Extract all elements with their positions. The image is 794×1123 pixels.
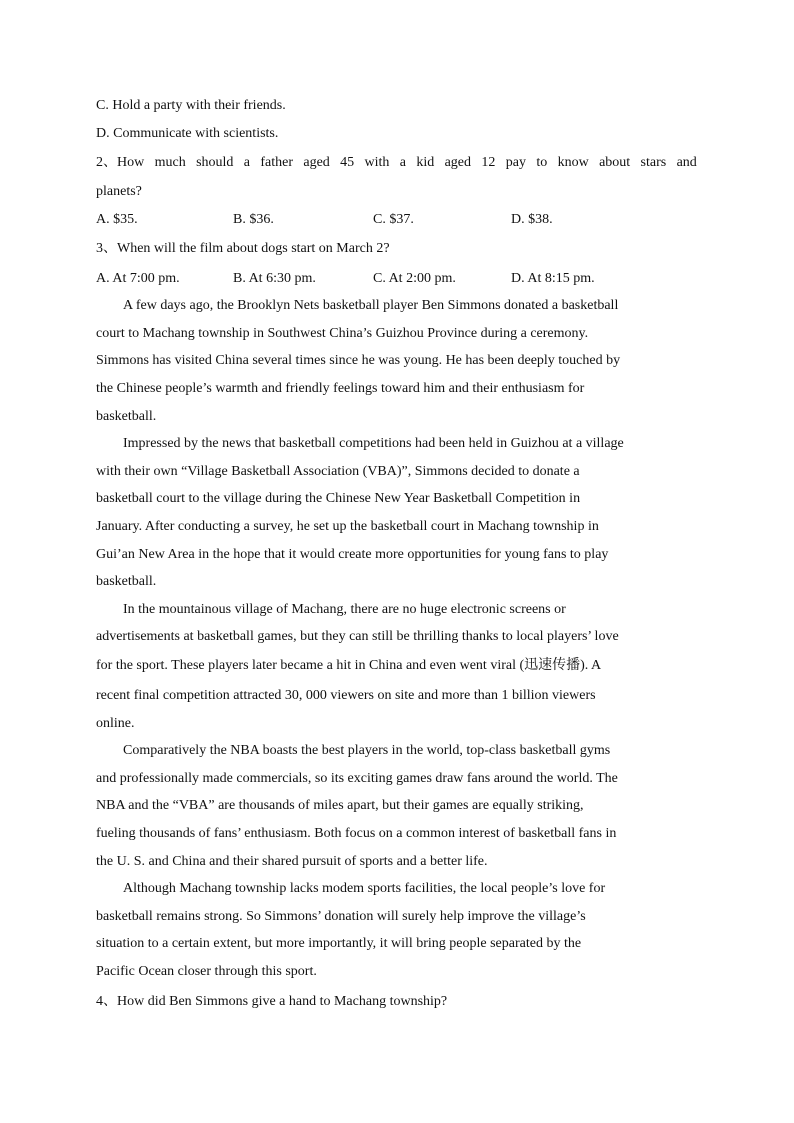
- q1-option-c: C. Hold a party with their friends.: [96, 98, 286, 113]
- passage-line: online.: [96, 716, 135, 731]
- q2-word: 45: [340, 155, 355, 170]
- passage-line: and professionally made commercials, so its exciting games draw fans around the world. The: [96, 771, 618, 786]
- q2-word: 12: [481, 155, 496, 170]
- q2-word: aged: [444, 155, 472, 170]
- passage-line: basketball.: [96, 574, 157, 589]
- q3-option-a: A. At 7:00 pm.: [96, 271, 180, 286]
- q2-word: stars: [640, 155, 667, 170]
- q2-word: and: [676, 155, 697, 170]
- q2-word: a: [243, 155, 250, 170]
- passage-line: with their own “Village Basketball Association (VBA)”, Simmons decided to donate a: [96, 464, 580, 479]
- passage-line: A few days ago, the Brooklyn Nets basketball player Ben Simmons donated a basketball: [123, 298, 619, 313]
- q2-question: [96, 154, 697, 172]
- passage-line: NBA and the “VBA” are thousands of miles apart, but their games are equally striking,: [96, 798, 584, 813]
- q2-word: father: [260, 155, 293, 170]
- passage-line: recent final competition attracted 30, 000 viewers on site and more than 1 billion viewers: [96, 688, 596, 703]
- q2-option-c: C. $37.: [373, 212, 414, 227]
- q2-word: should: [196, 155, 234, 170]
- q3-option-b: B. At 6:30 pm.: [233, 271, 316, 286]
- passage-line: the U. S. and China and their shared pursuit of sports and a better life.: [96, 854, 488, 869]
- passage-line: Although Machang township lacks modem sports facilities, the local people’s love for: [123, 881, 606, 896]
- passage-line: Impressed by the news that basketball competitions had been held in Guizhou at a village: [123, 436, 624, 451]
- q2-word: aged: [303, 155, 330, 170]
- q3-option-d: D. At 8:15 pm.: [511, 271, 595, 286]
- passage-line: advertisements at basketball games, but they can still be thrilling thanks to local players’ love: [96, 629, 619, 644]
- passage-line: for the sport. These players later became a hit in China and even went viral (迅速传播). A: [96, 658, 602, 673]
- q2-word: about: [599, 155, 631, 170]
- q2-option-b: B. $36.: [233, 212, 274, 227]
- passage-line: Gui’an New Area in the hope that it would create more opportunities for young fans to play: [96, 547, 609, 562]
- q2-word: much: [154, 155, 186, 170]
- passage-line: January. After conducting a survey, he set up the basketball court in Machang township in: [96, 519, 599, 534]
- passage-line: Pacific Ocean closer through this sport.: [96, 964, 317, 979]
- passage-line: fueling thousands of fans’ enthusiasm. Both focus on a common interest of basketball fans in: [96, 826, 617, 841]
- passage-line: basketball.: [96, 409, 157, 424]
- passage-line: Comparatively the NBA boasts the best players in the world, top-class basketball gyms: [123, 743, 611, 758]
- q2-word: with: [364, 155, 390, 170]
- q3-option-c: C. At 2:00 pm.: [373, 271, 456, 286]
- q3-question: 3、When will the film about dogs start on March 2?: [96, 241, 390, 256]
- passage-line: situation to a certain extent, but more importantly, it will bring people separated by the: [96, 936, 582, 951]
- q2-option-a: A. $35.: [96, 212, 138, 227]
- q2-word: 2、How: [96, 155, 145, 170]
- passage-line: the Chinese people’s warmth and friendly feelings toward him and their enthusiasm for: [96, 381, 585, 396]
- passage-line: basketball remains strong. So Simmons’ donation will surely help improve the village’s: [96, 909, 586, 924]
- passage-line: court to Machang township in Southwest China’s Guizhou Province during a ceremony.: [96, 326, 589, 341]
- q2-question-continued: planets?: [96, 184, 142, 199]
- q2-word: know: [557, 155, 589, 170]
- q2-word: kid: [416, 155, 435, 170]
- q1-option-d: D. Communicate with scientists.: [96, 126, 279, 141]
- q2-option-d: D. $38.: [511, 212, 553, 227]
- q2-word: a: [399, 155, 406, 170]
- q4-question: 4、How did Ben Simmons give a hand to Machang township?: [96, 994, 448, 1009]
- q2-word: pay: [505, 155, 526, 170]
- passage-line: In the mountainous village of Machang, there are no huge electronic screens or: [123, 602, 566, 617]
- q2-word: to: [536, 155, 548, 170]
- passage-line: Simmons has visited China several times since he was young. He has been deeply touched by: [96, 353, 621, 368]
- passage-line: basketball court to the village during the Chinese New Year Basketball Competition in: [96, 491, 581, 506]
